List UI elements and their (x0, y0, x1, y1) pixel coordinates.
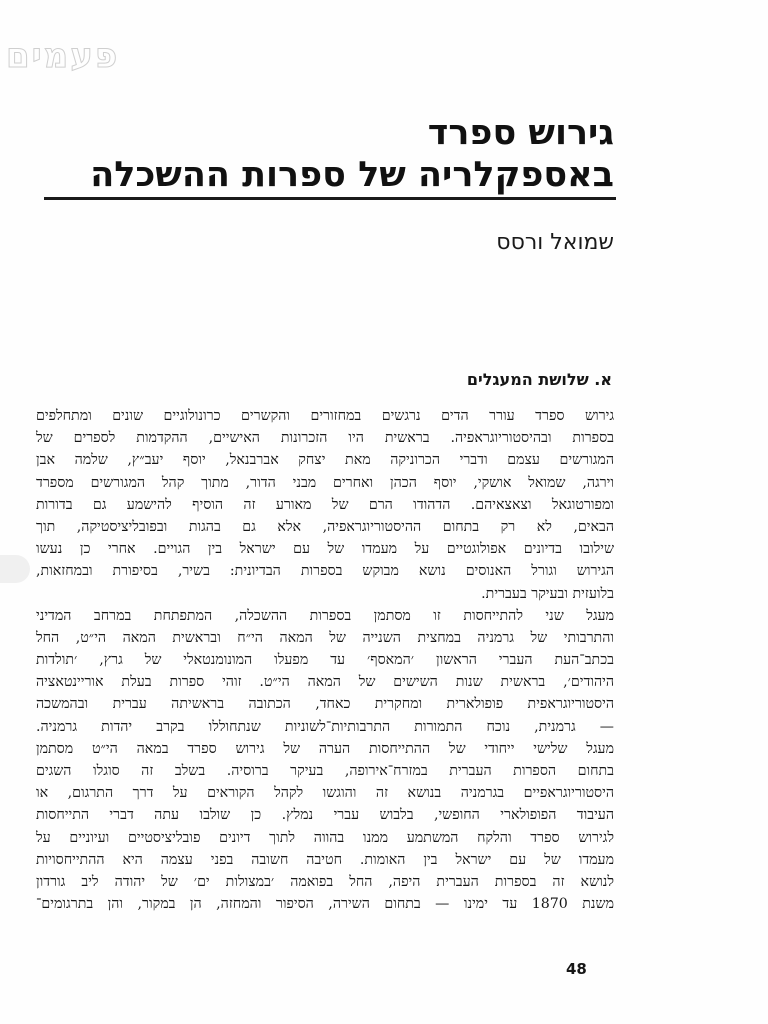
body-line: בלועזית ובעיקר בעברית. (481, 585, 614, 602)
body-line: וירגה, שמואל אושקי, יוסף הכהן ואחרים מבני הדור, מתוך קהל המגורשים מספרד (36, 474, 614, 491)
body-line: העיבוד הפופולארי החופשי, בלבוש עברי נמלץ. כן שולבו עתה דברי התייחסות (36, 807, 614, 824)
margin-stamp (0, 555, 30, 583)
body-line: לנושא זה בספרות העברית היפה, החל בפואמה ׳במצולות ים׳ של יהודה ליב גורדון (36, 873, 614, 890)
body-line: — גרמנית, נוכח התמורות התרבותיות־לשוניות שנתחוללו בקרב יהדות גרמניה. (36, 718, 614, 735)
body-line: בתחום הספרות העברית במזרח־אירופה, בעיקר ברוסיה. בשלב זה סוגלו השגים (36, 763, 614, 779)
title-divider (44, 197, 616, 200)
body-line: ומפורטוגאל וצאצאיהם. הדהודו הרם של מאורע זה הוסיף להישמע גם בדורות (36, 496, 614, 513)
body-line: הבאים, לא רק בתחום ההיסטוריוגראפיה, אלא גם בהגות ובפובליציסטיקה, תוך (36, 518, 614, 535)
body-line: שילובו בדיונים אפולוגטיים על מעמדו של עם ישראל בין הגויים. אחרי כן נעשו (36, 541, 614, 558)
section-heading: א. שלושת המעגלים (466, 370, 612, 389)
body-line: היהודים׳, בראשית שנות השישים של המאה הי״ט. זוהי ספרות בעלת אוריינטאציה (36, 674, 614, 691)
author-name: שמואל ורסס (496, 230, 614, 255)
body-line: מעגל שני להתייחסות זו מסתמן בספרות ההשכלה, המתפתחת במרחב המדיני (36, 607, 614, 624)
title-line-1: גירוש ספרד (427, 113, 614, 153)
watermark-logo: פעמים (6, 36, 120, 76)
page-number: 48 (566, 960, 587, 978)
body-line: היסטוריוגראפיים בגרמניה בנושא זה והוגשו לקהל הקוראים על דרך התרגום, או (36, 785, 614, 802)
body-line: היסטוריוגראפית פופולארית ומחקרית כאחד, הכתובה בראשיתה עברית ובהמשכה (36, 696, 614, 713)
body-line: המגורשים עצמם ודברי הכרוניקה מאת יצחק אברבנאל, יוסף יעב״ץ, שלמה אבן (36, 452, 614, 469)
body-text (36, 405, 614, 915)
body-line: והתרבותי של גרמניה במחצית השנייה של המאה הי״ח ובראשית המאה הי״ט, החל (36, 629, 614, 646)
article-title (44, 112, 614, 196)
body-line: הגירוש וגורל האנוסים נושא מבוקש בספרות הבדיונית: בשיר, בסיפורת ובמחזאות, (36, 563, 614, 580)
body-line: משנת 1870 עד ימינו — בתחום השירה, הסיפור והמחזה, הן במקור, והן בתרגומים־ (36, 896, 614, 913)
body-line: מעגל שלישי ייחודי של ההתייחסות הערה של גירוש ספרד במאה הי״ט מסתמן (36, 740, 614, 757)
body-line: בכתב־העת העברי הראשון ׳המאסף׳ עד מפעלו המונומנטאלי של גרץ, ׳תולדות (36, 652, 614, 669)
title-line-2: באספקלריה של ספרות ההשכלה (90, 155, 614, 195)
body-line: גירוש ספרד עורר הדים נרגשים במחזורים והקשרים כרונולוגיים שונים ומתחלפים (36, 408, 614, 424)
body-line: מעמדו של עם ישראל בין האומות. חטיבה חשובה בפני עצמה היא ההתייחסויות (36, 851, 614, 868)
body-line: לגירוש ספרד והלקח המשתמע ממנו בהווה לתוך דיונים פובליציסטיים ועיוניים על (36, 829, 614, 846)
body-line: בספרות ובהיסטוריוגראפיה. בראשית היו הזכרונות האישיים, ההקדמות לספרים של (36, 430, 614, 447)
